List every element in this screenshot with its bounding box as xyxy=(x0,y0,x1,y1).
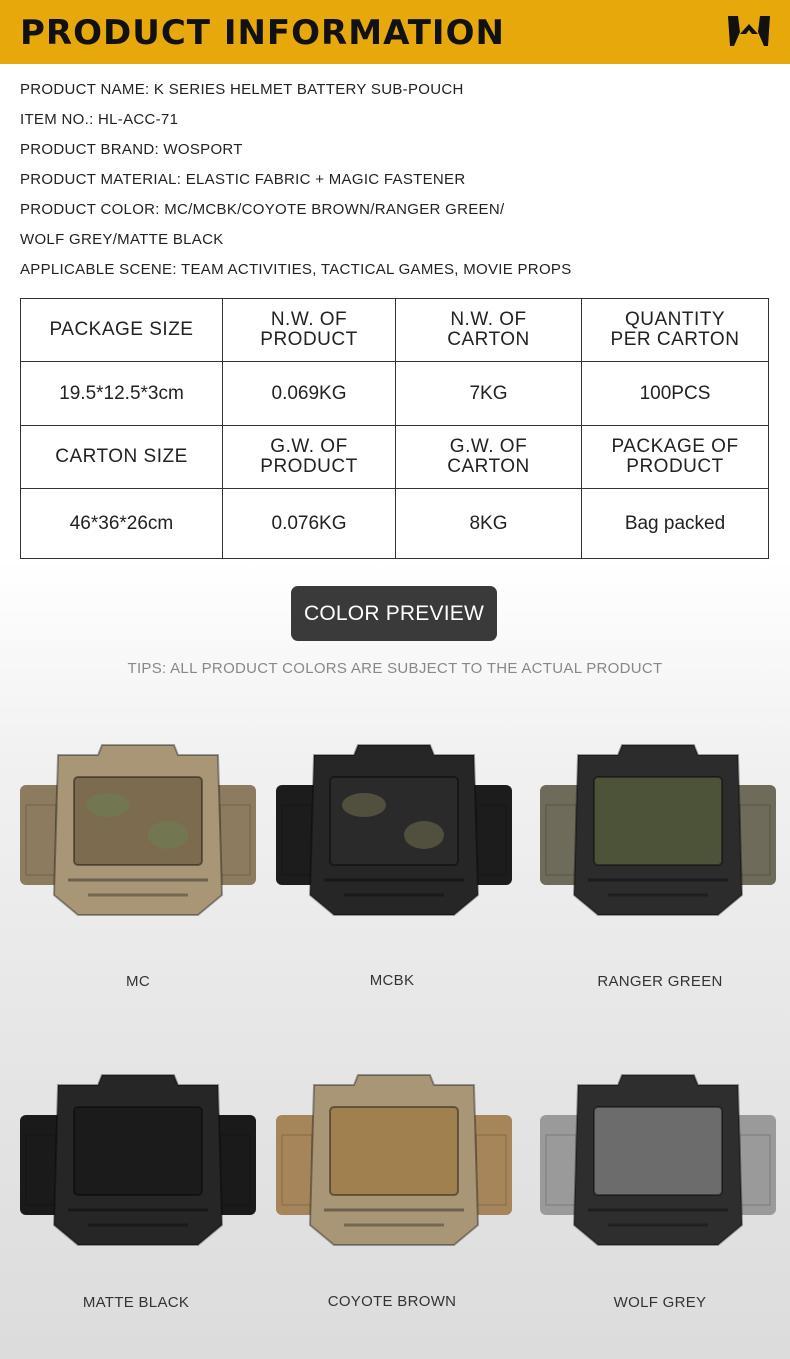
value-quantity-per-carton: 100PCS xyxy=(582,362,769,426)
color-label-mcbk: MCBK xyxy=(369,972,415,989)
pouch-illustration xyxy=(18,735,258,935)
header-quantity-per-carton: QUANTITY PER CARTON xyxy=(582,299,769,362)
color-label-matte-black: MATTE BLACK xyxy=(82,1294,190,1311)
info-product-name: PRODUCT NAME: K SERIES HELMET BATTERY SUB-POUCH xyxy=(20,81,464,98)
color-label-ranger-green: RANGER GREEN xyxy=(597,973,723,990)
value-carton-size: 46*36*26cm xyxy=(21,489,223,559)
info-color-continued: WOLF GREY/MATTE BLACK xyxy=(20,231,224,248)
pouch-illustration xyxy=(274,735,514,935)
header-bar xyxy=(0,0,790,64)
product-info-list xyxy=(20,78,780,288)
info-scene: APPLICABLE SCENE: TEAM ACTIVITIES, TACTICAL GAMES, MOVIE PROPS xyxy=(20,261,572,278)
table-row xyxy=(21,299,769,362)
page-title: PRODUCT INFORMATION xyxy=(20,13,505,53)
value-nw-carton: 7KG xyxy=(396,362,582,426)
table-row xyxy=(21,489,769,559)
info-item-no: ITEM NO.: HL-ACC-71 xyxy=(20,111,179,128)
value-gw-carton: 8KG xyxy=(396,489,582,559)
color-label-mc: MC xyxy=(126,973,150,990)
value-nw-product: 0.069KG xyxy=(223,362,396,426)
color-tips-text: TIPS: ALL PRODUCT COLORS ARE SUBJECT TO THE ACTUAL PRODUCT xyxy=(127,660,663,677)
color-preview-button[interactable]: COLOR PREVIEW xyxy=(291,586,497,641)
value-package-of-product: Bag packed xyxy=(582,489,769,559)
product-image-wolf-grey xyxy=(538,1065,778,1265)
product-image-coyote-brown xyxy=(274,1065,514,1265)
header-nw-product: N.W. OF PRODUCT xyxy=(223,299,396,362)
pouch-illustration xyxy=(538,1065,778,1265)
info-material: PRODUCT MATERIAL: ELASTIC FABRIC + MAGIC FASTENER xyxy=(20,171,466,188)
table-row xyxy=(21,426,769,489)
pouch-illustration xyxy=(18,1065,258,1265)
header-gw-product: G.W. OF PRODUCT xyxy=(223,426,396,489)
color-label-wolf-grey: WOLF GREY xyxy=(613,1294,707,1311)
product-image-mc xyxy=(18,735,258,935)
header-carton-size: CARTON SIZE xyxy=(21,426,223,489)
value-package-size: 19.5*12.5*3cm xyxy=(21,362,223,426)
info-color: PRODUCT COLOR: MC/MCBK/COYOTE BROWN/RANGER GREEN/ xyxy=(20,201,505,218)
value-gw-product: 0.076KG xyxy=(223,489,396,559)
pouch-illustration xyxy=(538,735,778,935)
color-label-coyote-brown: COYOTE BROWN xyxy=(327,1293,457,1310)
header-package-size: PACKAGE SIZE xyxy=(21,299,223,362)
product-image-ranger-green xyxy=(538,735,778,935)
spec-table xyxy=(20,298,769,559)
header-gw-carton: G.W. OF CARTON xyxy=(396,426,582,489)
header-nw-carton: N.W. OF CARTON xyxy=(396,299,582,362)
info-brand: PRODUCT BRAND: WOSPORT xyxy=(20,141,243,158)
product-image-mcbk xyxy=(274,735,514,935)
product-image-matte-black xyxy=(18,1065,258,1265)
pouch-illustration xyxy=(274,1065,514,1265)
w-logo-icon xyxy=(726,12,772,52)
table-row xyxy=(21,362,769,426)
header-package-of-product: PACKAGE OF PRODUCT xyxy=(582,426,769,489)
